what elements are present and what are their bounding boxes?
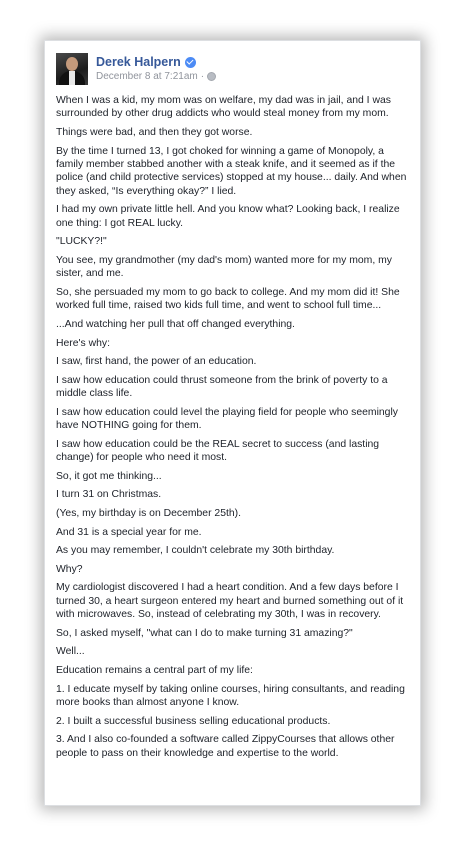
- author-row: [96, 54, 216, 70]
- author-name-link[interactable]: Derek Halpern: [96, 55, 181, 69]
- post-paragraph: 1. I educate myself by taking online courses, hiring consultants, and reading more books than almost anyone I know.: [56, 683, 405, 708]
- meta-separator: ·: [200, 71, 205, 82]
- post-paragraph: (Yes, my birthday is on December 25th).: [56, 507, 241, 519]
- post-paragraph: You see, my grandmother (my dad's mom) wanted more for my mom, my sister, and me.: [56, 255, 392, 280]
- post-paragraph: And 31 is a special year for me.: [56, 526, 202, 538]
- post-paragraph: Here's why:: [56, 337, 110, 349]
- post-paragraph: I saw how education could thrust someone from the brink of poverty to a middle class life.: [56, 374, 388, 400]
- post-paragraph: Well...: [56, 646, 85, 658]
- post-paragraph: So, it got me thinking...: [56, 470, 162, 482]
- post-paragraph: I had my own private little hell. And you know what? Looking back, I realize one thing: I got REAL lucky.: [56, 204, 400, 229]
- post-paragraph: My cardiologist discovered I had a heart condition. And a few days before I turned 30, a heart surgeon entered my heart and burned something out of it with microwaves. So, instead of celebrating my 30th, I was in recovery.: [56, 582, 404, 621]
- post-meta: [96, 54, 216, 82]
- post-timestamp-link[interactable]: December 8 at 7:21am: [96, 71, 198, 82]
- facebook-post-card: [44, 40, 421, 806]
- post-paragraph: Education remains a central part of my life:: [56, 664, 253, 676]
- post-paragraph: By the time I turned 13, I got choked for winning a game of Monopoly, a family member stabbed another with a steak knife, and it seemed as if the police (and child protective services) stopped at my house... daily. And when they asked, “Is everything okay?” I lied.: [56, 145, 407, 197]
- verified-badge-icon: [185, 57, 196, 68]
- post-paragraph: I saw, first hand, the power of an education.: [56, 356, 257, 368]
- post-paragraph: Why?: [56, 563, 83, 575]
- post-paragraph: I saw how education could be the REAL secret to success (and lasting change) for people who need it most.: [56, 438, 380, 464]
- post-paragraph: So, she persuaded my mom to go back to college. And my mom did it! She worked full time, raised two kids full time, and went to school full time...: [56, 287, 400, 312]
- post-body: [56, 94, 411, 765]
- post-header: [56, 53, 216, 85]
- post-paragraph: 3. And I also co-founded a software called ZippyCourses that allows other people to pass on their knowledge and expertise to the world.: [56, 734, 395, 759]
- post-paragraph: When I was a kid, my mom was on welfare, my dad was in jail, and I was surrounded by other drug addicts who would steal money from my mom.: [56, 95, 391, 120]
- post-paragraph: I turn 31 on Christmas.: [56, 489, 162, 501]
- post-paragraph: 2. I built a successful business selling educational products.: [56, 715, 331, 727]
- post-paragraph: ...And watching her pull that off changed everything.: [56, 319, 295, 330]
- post-paragraph: I saw how education could level the playing field for people who seemingly have NOTHING going for them.: [56, 406, 398, 432]
- post-paragraph: "LUCKY?!": [56, 236, 107, 248]
- globe-icon[interactable]: [207, 72, 216, 81]
- author-avatar[interactable]: [56, 53, 88, 85]
- post-paragraph: So, I asked myself, "what can I do to make turning 31 amazing?": [56, 627, 353, 639]
- timestamp-row: [96, 71, 216, 82]
- post-paragraph: Things were bad, and then they got worse.: [56, 127, 253, 138]
- post-paragraph: As you may remember, I couldn't celebrate my 30th birthday.: [56, 545, 335, 557]
